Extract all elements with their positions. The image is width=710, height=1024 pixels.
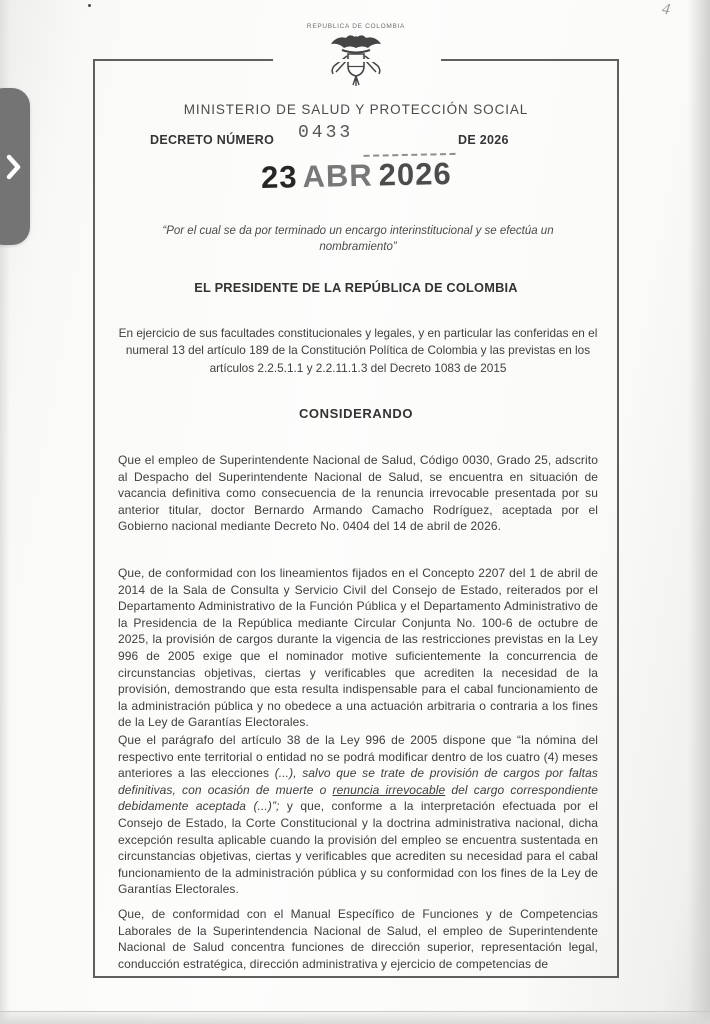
ink-speck (88, 4, 91, 7)
decree-paragraph: Que el empleo de Superintendente Nacional de Salud, Código 0030, Grado 25, adscrito al Despacho del Superintendente Nacional de Salud, se encuentra en situación de vacancia definitiva como consecuencia de la renuncia irrevocable presentada por su anterior titular, doctor Bernardo Armando Camacho Rodríguez, aceptada por el Gobierno nacional mediante Decreto No. 0404 del 14 de abril de 2026. (118, 453, 598, 534)
scan-bottom-edge (0, 1011, 710, 1024)
decree-document-frame (93, 59, 619, 978)
scan-right-edge (688, 0, 710, 1024)
decree-number-stamp: 0433 (298, 123, 354, 143)
decree-year-label: DE 2026 (458, 133, 509, 147)
handwritten-page-number: 4 (660, 0, 672, 19)
authority-heading: EL PRESIDENTE DE LA REPÚBLICA DE COLOMBIA (194, 280, 518, 295)
decree-paragraph: Que el parágrafo del artículo 38 de la Ley 996 de 2005 dispone que “la nómina del respectivo ente territorial o entidad no se podrá modificar dentro de los cuatro (4) meses anteriores a las elecciones (...), salvo que se trate de provisión de cargos por faltas definitivas, con ocasión de muerte o renuncia irrevocable del cargo correspondiente debidamente aceptada (...)”; y que, conforme a la interpretación efectuada por el Consejo de Estado, la Corte Constitucional y la doctrina administrativa nacional, dicha excepción resulta aplicable cuando la provisión del empleo se encuentra sustentada en circunstancias objetivas, ciertas y verificables que acrediten su necesidad para el cabal funcionamiento de la administración pública y su conformidad con los fines de la Ley de Garantías Electorales. (118, 733, 598, 897)
decree-paragraph: Que, de conformidad con los lineamientos fijados en el Concepto 2207 del 1 de abril de 2014 de la Sala de Consulta y Servicio Civil del Consejo de Estado, reiterados por el Departamento Administrativo de la Función Pública y el Departamento Administrativo de la Presidencia de la República mediante Circular Conjunta No. 100-6 de octubre de 2025, la provisión de cargos durante la vigencia de las restricciones previstas en la Ley 996 de 2005 exige que el nominador motive suficientemente la concurrencia de circunstancias objetivas, ciertas y verificables que acrediten la necesidad de la provisión, demostrando que esta resulta indispensable para el cabal funcionamiento de la administración pública y no obedece a una actuación arbitraria o contraria a los fines de la Ley de Garantías Electorales. (118, 566, 598, 730)
chevron-right-icon (4, 152, 22, 182)
date-stamp (95, 158, 617, 194)
ministry-title: MINISTERIO DE SALUD Y PROTECCIÓN SOCIAL (183, 102, 529, 117)
decree-paragraph: Que, de conformidad con el Manual Específico de Funciones y de Competencias Laborales de la Superintendencia Nacional de Salud, el empleo de Superintendente Nacional de Salud concentra funciones de dirección superior, representación legal, conducción estratégica, dirección administrativa y ejercicio de competencias de (118, 907, 598, 971)
preamble-text: En ejercicio de sus facultades constitucionales y legales, y en particular las conferidas en el numeral 13 del artículo 189 de la Constitución Política de Colombia y las previstas en los artículos 2.2.5.1.1 y 2.2.11.1.3 del Decreto 1083 de 2015 (118, 326, 598, 375)
country-label: REPUBLICA DE COLOMBIA (306, 23, 406, 30)
next-page-button[interactable] (0, 88, 30, 245)
decree-number-label: DECRETO NÚMERO (150, 133, 275, 147)
considering-heading: CONSIDERANDO (298, 406, 414, 421)
decree-subject: “Por el cual se da por terminado un encargo interinstitucional y se efectúa un nombramiento” (162, 225, 554, 253)
stamp-month: ABR (301, 157, 373, 195)
border-gap (273, 59, 441, 62)
stamp-day: 23 (260, 159, 298, 195)
stamp-year: 2026 (377, 156, 452, 193)
